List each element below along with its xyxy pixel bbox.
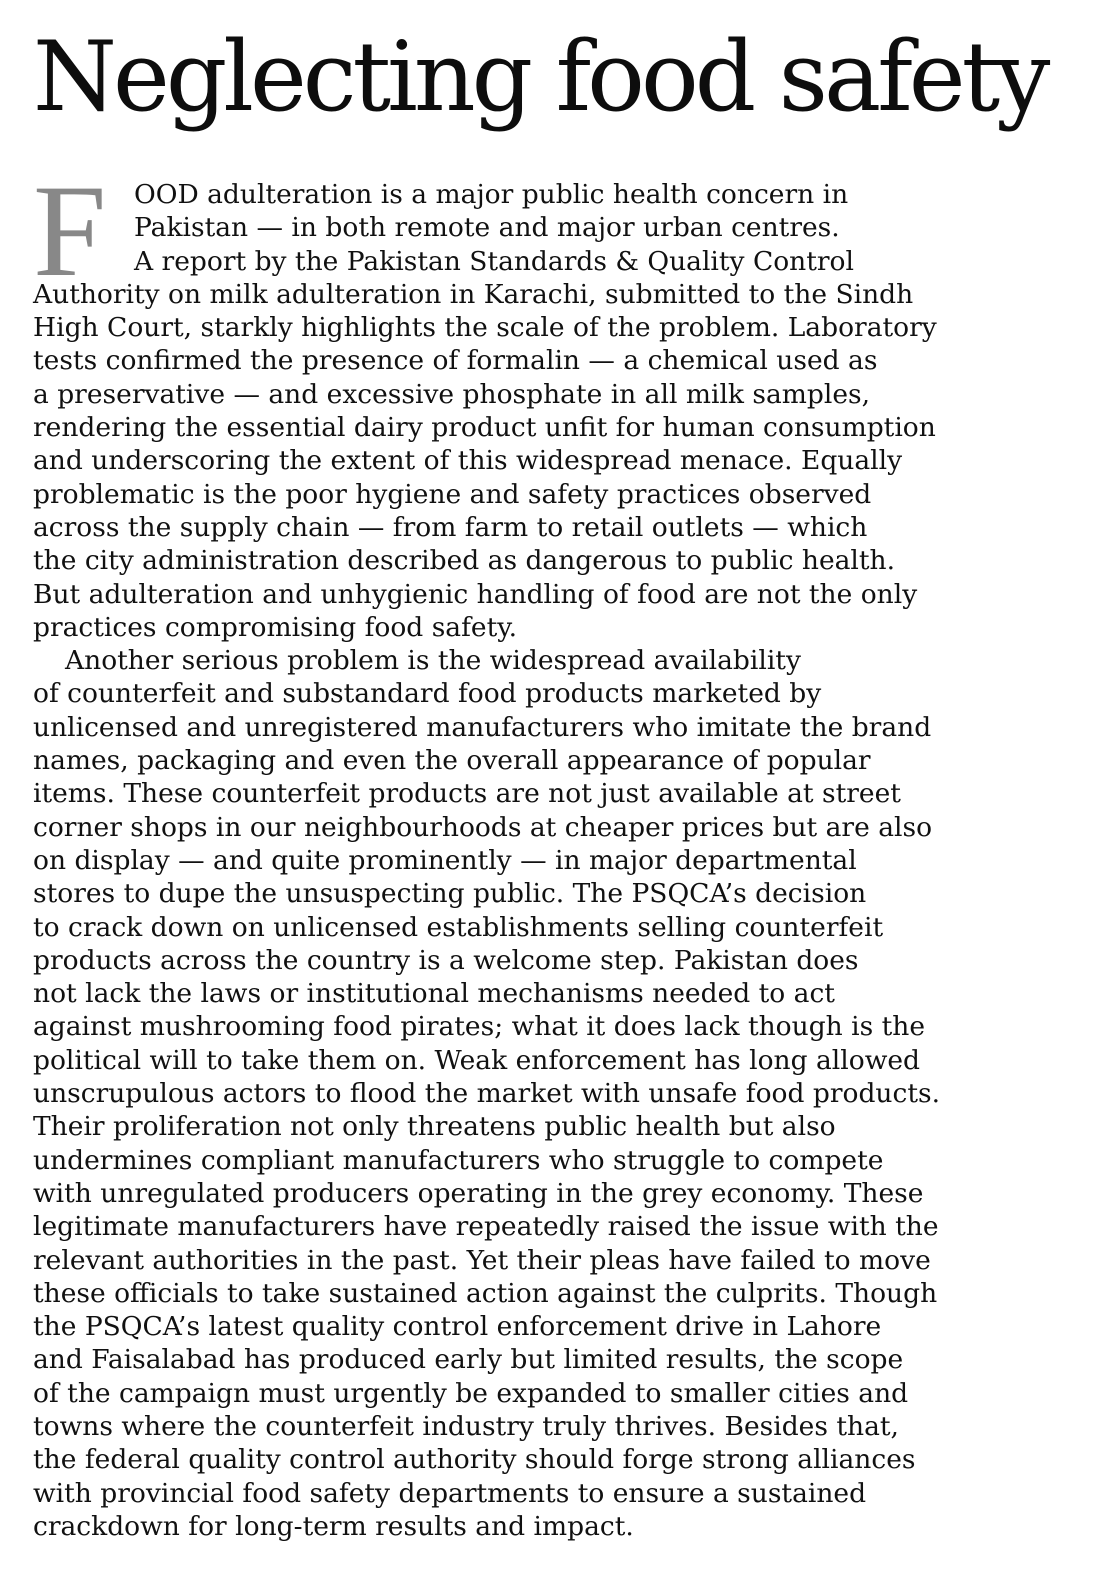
paragraph-line: crackdown for long-term results and impact. bbox=[33, 1510, 634, 1542]
paragraph-line: unlicensed and unregistered manufacturers who imitate the brand bbox=[33, 711, 932, 743]
paragraph-line: problematic is the poor hygiene and safety practices observed bbox=[33, 478, 872, 510]
paragraph-line: to crack down on unlicensed establishments selling counterfeit bbox=[33, 911, 884, 943]
paragraph-line: not lack the laws or institutional mechanisms needed to act bbox=[33, 978, 835, 1010]
paragraph-line: political will to take them on. Weak enforcement has long allowed bbox=[33, 1044, 921, 1076]
paragraph-line: rendering the essential dairy product unfit for human consumption bbox=[33, 412, 936, 444]
paragraph-line: the PSQCA’s latest quality control enforcement drive in Lahore bbox=[33, 1311, 882, 1343]
paragraph-line: and underscoring the extent of this widespread menace. Equally bbox=[33, 445, 903, 477]
paragraph-line: relevant authorities in the past. Yet their pleas have failed to move bbox=[33, 1244, 931, 1276]
paragraph-line: practices compromising food safety. bbox=[33, 611, 518, 643]
paragraph-line: the federal quality control authority should forge strong alliances bbox=[33, 1444, 916, 1476]
paragraph-line: Authority on milk adulteration in Karachi, submitted to the Sindh bbox=[33, 278, 914, 310]
paragraph-line: But adulteration and unhygienic handling of food are not the only bbox=[33, 578, 918, 610]
paragraph-line: a preservative — and excessive phosphate in all milk samples, bbox=[33, 378, 871, 410]
paragraph-line: undermines compliant manufacturers who struggle to compete bbox=[33, 1144, 884, 1176]
paragraph-line: stores to dupe the unsuspecting public. The PSQCA’s decision bbox=[33, 878, 867, 910]
paragraph-line: products across the country is a welcome step. Pakistan does bbox=[33, 944, 859, 976]
paragraph-line: and Faisalabad has produced early but limited results, the scope bbox=[33, 1344, 904, 1376]
paragraph-line: OOD adulteration is a major public health concern in bbox=[134, 179, 849, 210]
paragraph-line: names, packaging and even the overall appearance of popular bbox=[33, 745, 871, 777]
drop-cap: F bbox=[33, 157, 107, 304]
paragraph-line: tests confirmed the presence of formalin — a chemical used as bbox=[33, 345, 878, 377]
paragraph-line: with unregulated producers operating in the grey economy. These bbox=[33, 1177, 924, 1209]
paragraph-line: Another serious problem is the widespread availability bbox=[65, 645, 801, 677]
paragraph-line: the city administration described as dangerous to public health. bbox=[33, 545, 896, 577]
paragraph-line: towns where the counterfeit industry truly thrives. Besides that, bbox=[33, 1410, 899, 1442]
paragraph-line: corner shops in our neighbourhoods at cheaper prices but are also bbox=[33, 811, 933, 843]
paragraph-line: unscrupulous actors to flood the market with unsafe food products. bbox=[33, 1078, 941, 1110]
article-body bbox=[33, 157, 1078, 1543]
paragraph-1 bbox=[33, 157, 1078, 644]
paragraph-line: legitimate manufacturers have repeatedly raised the issue with the bbox=[33, 1211, 939, 1243]
paragraph-line: A report by the Pakistan Standards & Quality Control bbox=[134, 245, 854, 277]
paragraph-line: against mushrooming food pirates; what it does lack though is the bbox=[33, 1011, 926, 1043]
paragraph-line: across the supply chain — from farm to retail outlets — which bbox=[33, 511, 868, 543]
headline: Neglecting food safety bbox=[33, 21, 1047, 133]
paragraph-line: High Court, starkly highlights the scale of the problem. Laboratory bbox=[33, 312, 937, 344]
paragraph-line: Pakistan — in both remote and major urban centres. bbox=[134, 212, 840, 244]
paragraph-2 bbox=[33, 644, 1078, 1543]
paragraph-line: with provincial food safety departments to ensure a sustained bbox=[33, 1477, 867, 1509]
paragraph-line: these officials to take sustained action against the culprits. Though bbox=[33, 1277, 938, 1309]
paragraph-line: on display — and quite prominently — in major departmental bbox=[33, 844, 857, 876]
paragraph-line: Their proliferation not only threatens public health but also bbox=[33, 1111, 836, 1143]
paragraph-line: items. These counterfeit products are not just available at street bbox=[33, 778, 901, 810]
paragraph-line: of the campaign must urgently be expanded to smaller cities and bbox=[33, 1377, 909, 1409]
paragraph-line: of counterfeit and substandard food products marketed by bbox=[33, 678, 822, 710]
